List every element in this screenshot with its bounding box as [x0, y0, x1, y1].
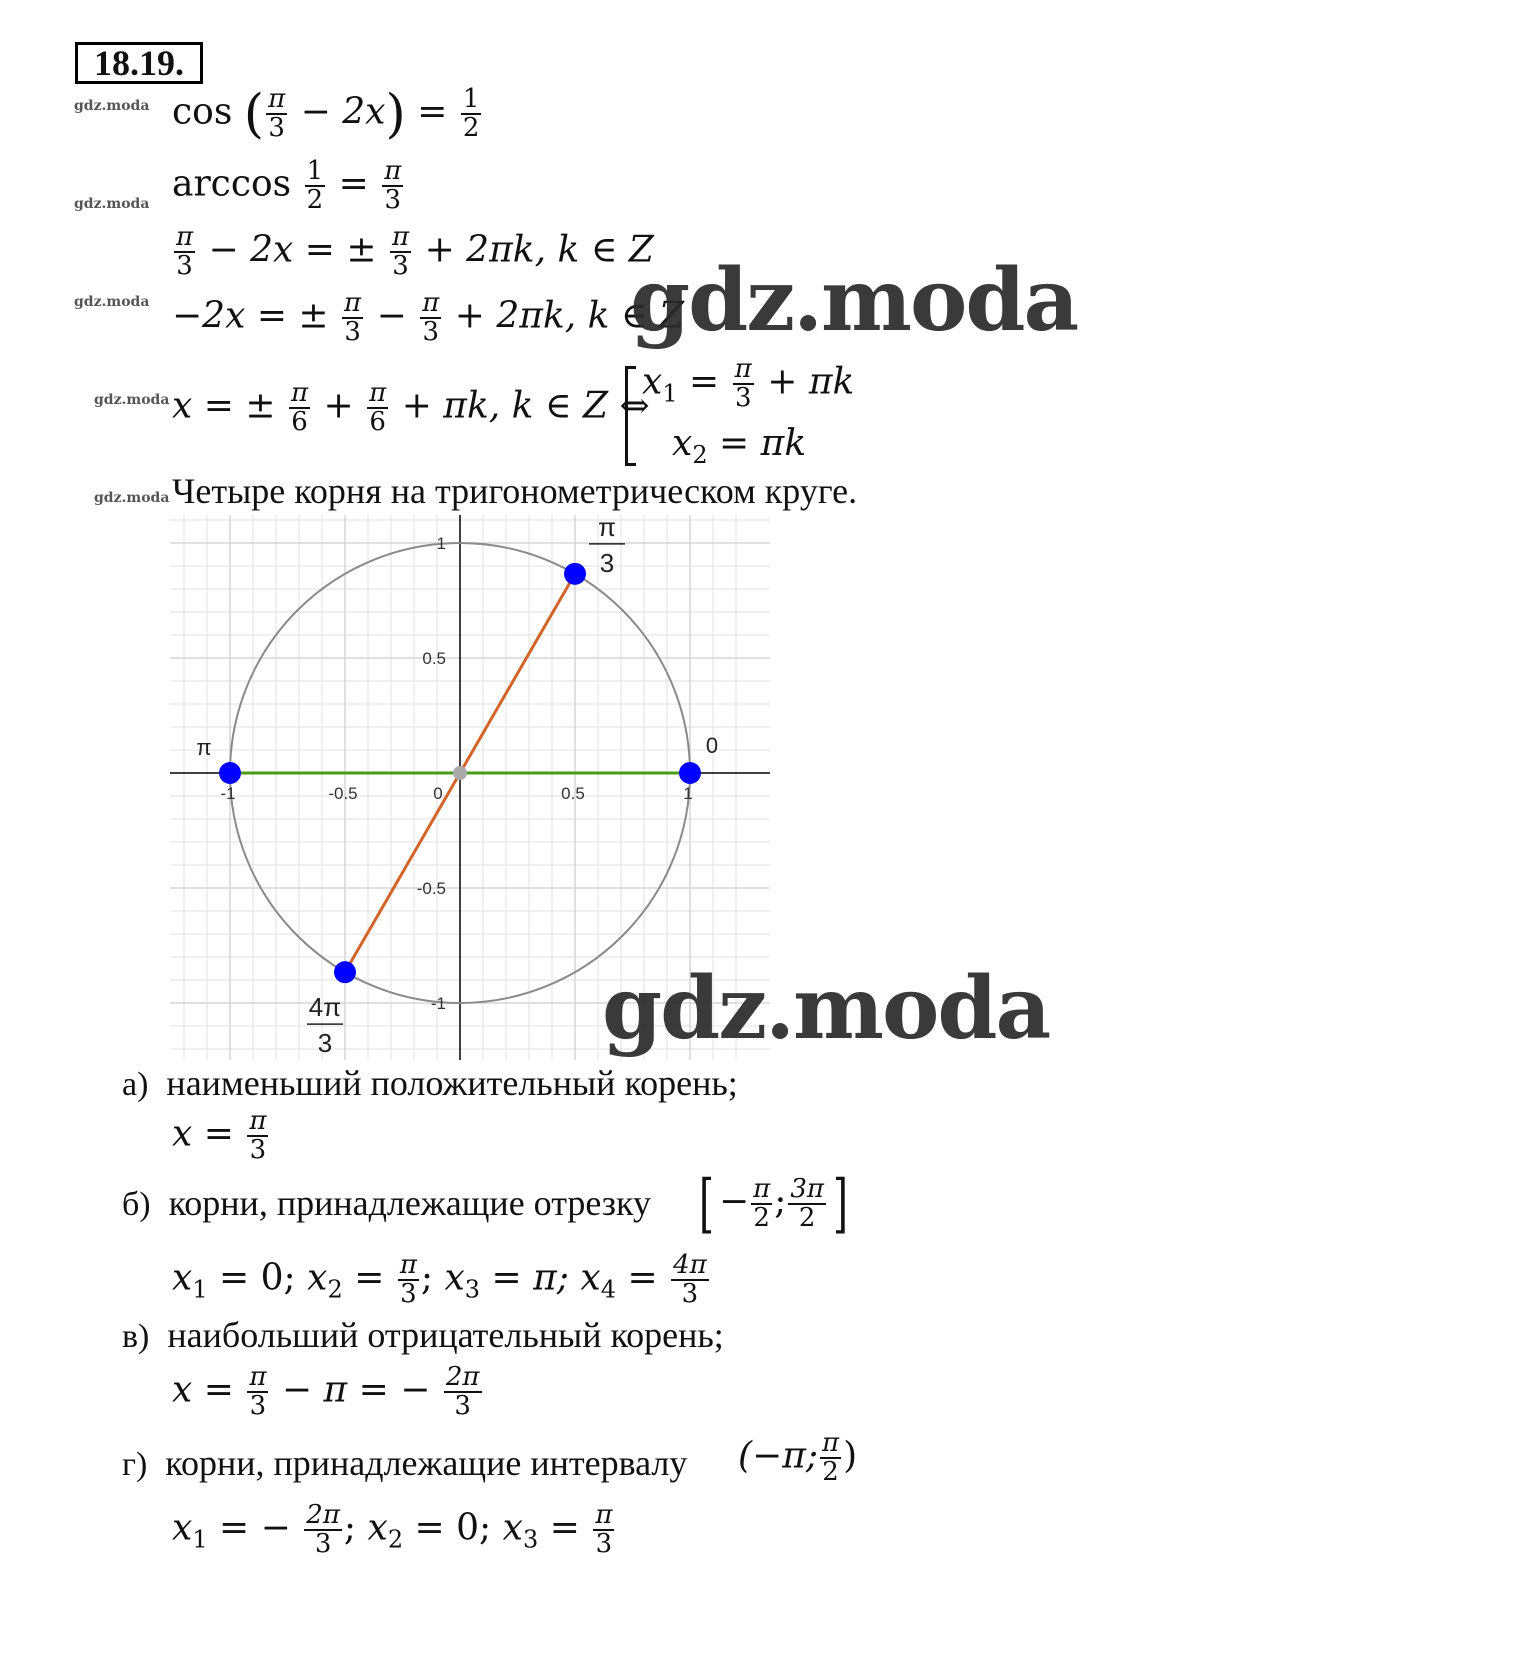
answer-label: г)	[122, 1446, 148, 1483]
answer-label: а)	[122, 1066, 149, 1103]
answer-label: в)	[122, 1318, 150, 1355]
fraction: $\frac{2\pi}{3}$	[306, 1500, 340, 1560]
answer-label: б)	[122, 1186, 151, 1223]
y-tick-label: -1	[430, 994, 446, 1013]
fraction: $\frac{\pi}{3}$	[249, 1106, 267, 1166]
fraction: $\frac{\pi}{3}$	[734, 354, 752, 414]
fraction: $\frac{\pi}{3}$	[399, 1250, 417, 1310]
math-text: + 2πk, k ∈ Z	[454, 295, 685, 337]
x-tick-label: 1	[683, 784, 693, 803]
y-tick-label: 1	[436, 534, 446, 553]
math-text: =	[338, 163, 369, 205]
system-line-2: $x_2 = \pi k$	[672, 423, 807, 469]
interval-open: (−π; $\frac{\pi}{2}$ )	[738, 1428, 858, 1488]
math-text: −	[376, 295, 407, 337]
circle-caption: Четыре корня на тригонометрическом круге.	[172, 471, 858, 511]
answer-b	[122, 1182, 651, 1224]
fraction: $\frac{\pi}{2}$	[753, 1173, 771, 1233]
fraction: $\frac{\pi}{3}$	[384, 156, 402, 216]
math-text: − 2x	[300, 91, 386, 133]
x-tick-label: -1	[220, 784, 236, 803]
interval-segment: [ − $\frac{\pi}{2}$ ; $\frac{3\pi}{2}$ ]	[698, 1167, 848, 1241]
fraction: $\frac{\pi}{3}$	[176, 222, 194, 282]
fraction: $\frac{\pi}{6}$	[290, 378, 309, 438]
equation-line-2	[172, 158, 405, 215]
answer-g-value: $x_1$ = − $\frac{2\pi}{3}$ ; $x_2 = 0$; $x_3$ = $\frac{\pi}{3}$	[172, 1500, 613, 1560]
watermark-small: gdz.moda	[74, 294, 150, 310]
equation-line-3	[172, 224, 654, 281]
root-point	[334, 961, 356, 983]
root-point	[564, 563, 586, 585]
fraction: $\frac{1}{2}$	[462, 84, 480, 144]
fraction: $\frac{3\pi}{2}$	[790, 1173, 825, 1233]
y-tick-label: -0.5	[416, 879, 446, 898]
root-point	[219, 762, 241, 784]
math-text: +	[323, 385, 354, 427]
fraction: $\frac{\pi}{3}$	[344, 288, 362, 348]
point-label-den: 3	[317, 1028, 333, 1059]
fraction: $\frac{1}{2}$	[306, 156, 324, 216]
equation-line-5	[172, 380, 650, 437]
answer-text: корни, принадлежащие отрезку	[168, 1183, 651, 1223]
fraction: $\frac{\pi}{3}$	[392, 222, 410, 282]
fraction: $\frac{\pi}{6}$	[369, 378, 387, 438]
fraction: $\frac{\pi}{3}$	[249, 1362, 267, 1422]
fraction: $\frac{\pi}{2}$	[822, 1428, 840, 1488]
answer-text: наибольший отрицательный корень;	[167, 1315, 724, 1355]
system-line-1: $x_1$ = $\frac{\pi}{3}$ + πk	[642, 354, 855, 414]
math-text: −2x = ±	[172, 295, 329, 337]
x-tick-label: 0.5	[561, 784, 585, 803]
point-label-num: 4π	[308, 992, 342, 1023]
equation-line-4	[172, 290, 684, 347]
root-point	[679, 762, 701, 784]
answer-v	[122, 1314, 724, 1356]
watermark-small: gdz.moda	[94, 490, 170, 506]
watermark-big: gdz.moda	[630, 250, 1078, 351]
watermark-small: gdz.moda	[94, 392, 170, 408]
answer-a	[122, 1062, 738, 1104]
answer-b-value: $x_1 = 0$; $x_2$ = $\frac{\pi}{3}$ ; $x_3 = \pi$; $x_4$ = $\frac{4\pi}{3}$	[172, 1250, 707, 1310]
answer-a-value: x = $\frac{\pi}{3}$	[172, 1106, 267, 1166]
point-label: 0	[705, 733, 719, 758]
watermark-small: gdz.moda	[74, 196, 150, 212]
math-text: arccos	[172, 163, 292, 205]
system-bracket	[625, 366, 636, 466]
answer-text: наименьший положительный корень;	[166, 1063, 738, 1103]
watermark-small: gdz.moda	[74, 98, 150, 114]
y-tick-label: 0.5	[422, 649, 446, 668]
origin-point	[453, 766, 467, 780]
x-tick-label: -0.5	[328, 784, 358, 803]
fraction: $\frac{\pi}{3}$	[422, 288, 440, 348]
fraction: $\frac{4\pi}{3}$	[673, 1250, 707, 1310]
answer-text: корни, принадлежащие интервалу	[165, 1443, 688, 1483]
point-label-num: π	[598, 515, 616, 542]
math-text: =	[417, 91, 448, 133]
fraction: $\frac{\pi}{3}$	[268, 84, 286, 144]
fraction: $\frac{\pi}{3}$	[595, 1500, 613, 1560]
watermark-big: gdz.moda	[602, 958, 1050, 1059]
point-label: π	[196, 735, 212, 760]
math-text: + πk, k ∈ Z ⇔	[401, 385, 650, 427]
x-tick-label: 0	[433, 784, 443, 803]
math-text: cos	[172, 91, 233, 133]
answer-v-value: x = $\frac{\pi}{3}$ − π = − $\frac{2\pi}{3}$	[172, 1362, 480, 1422]
fraction: $\frac{2\pi}{3}$	[445, 1362, 480, 1422]
math-text: − 2x = ±	[208, 229, 377, 271]
equation-line-1: cos ( $\frac{\pi}{3}$ − 2x) = $\frac{1}{2}$	[172, 84, 480, 145]
problem-number: 18.19.	[75, 42, 203, 84]
math-text: x = ±	[172, 385, 276, 427]
math-text: + 2πk, k ∈ Z	[424, 229, 654, 271]
answer-g	[122, 1442, 687, 1484]
point-label-den: 3	[599, 547, 615, 578]
